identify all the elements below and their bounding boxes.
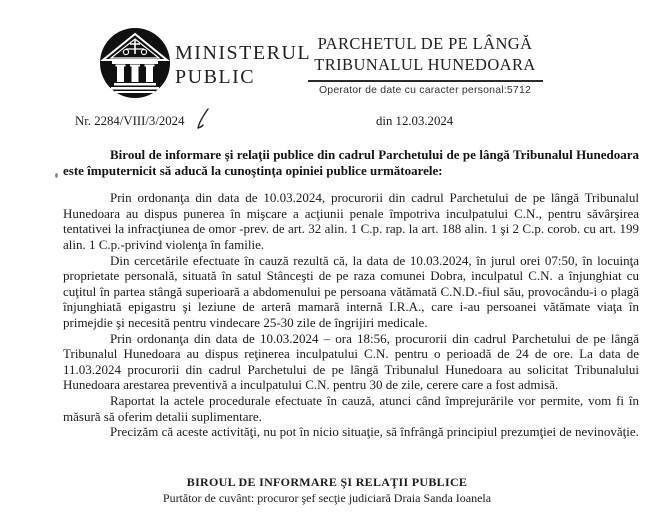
org-name-line1: MINISTERUL bbox=[175, 42, 312, 64]
org-name bbox=[175, 41, 311, 89]
signature-block bbox=[0, 475, 654, 506]
org-name-line2: PUBLIC bbox=[175, 66, 256, 88]
office-title-line1: PARCHETUL DE PE LÂNGĂ bbox=[317, 34, 533, 53]
header-rule bbox=[308, 80, 543, 82]
intro-paragraph: Biroul de informare şi relaţii publice din cadrul Parchetului de pe lângă Tribunalul Hunedoara este împuternicit să aducă la cunoştinţa opiniei publice următoarele: bbox=[63, 147, 639, 178]
paragraph-ordinance: Prin ordonanţa din data de 10.03.2024, procurorii din cadrul Parchetului de pe lângă Tribunalul Hunedoara au dispus punerea în mişcare a acţiunii penale împotriva inculpatului C.N., pentru săvârşirea tentativei la infracţiunea de omor -prev. de art. 32 alin. 1 C.p. rap. la art. 188 alin. 1 şi 2 C.p. corob. cu art. 199 alin. 1 C.p.-privind violenţa în familie. bbox=[63, 190, 639, 252]
office-title-line2: TRIBUNALUL HUNEDOARA bbox=[314, 55, 536, 74]
reference-number: Nr. 2284/VIII/3/2024 bbox=[75, 114, 185, 128]
paragraph-detention: Prin ordonanţa din data de 10.03.2024 – ora 18:56, procurorii din cadrul Parchetului de pe lângă Tribunalul Hunedoara au dispus reţinerea inculpatului C.N. pentru o perioadă de 24 de ore. La data de 11.03.2024 procurorii din cadrul Parchetului de pe lângă Tribunalul Hunedoara au solicitat Tribunalului Hunedoara arestarea preventivă a inculpatului C.N. pentru 30 de zile, cerere care a fost admisă. bbox=[63, 330, 639, 393]
paragraph-further-details: Raportat la actele procedurale efectuate în cauză, atunci când împrejurările vor permite, vom fi în măsură să oferim detalii suplimentare. bbox=[63, 392, 639, 424]
press-release-body bbox=[63, 147, 639, 440]
ministerul-public-emblem-icon bbox=[99, 27, 171, 99]
office-title-block bbox=[305, 33, 545, 96]
footer-spokesperson: Purtător de cuvânt: procuror şef secţie judiciară Draia Sanda Ioanela bbox=[162, 491, 492, 505]
handwritten-stroke bbox=[196, 108, 210, 134]
footer-office-name: BIROUL DE INFORMARE ŞI RELAŢII PUBLICE bbox=[186, 475, 468, 489]
reference-date: din 12.03.2024 bbox=[376, 114, 454, 128]
paragraph-presumption: Precizăm că aceste activităţi, nu pot în nicio situaţie, să înfrângă principiul prezumţiei de nevinovăţie. bbox=[110, 424, 639, 440]
data-operator-note: Operator de date cu caracter personal:5712 bbox=[318, 84, 532, 96]
paragraph-investigation: Din cercetările efectuate în cauză rezultă că, la data de 10.03.2024, în jurul orei 07:50, în locuinţa proprietate personală, situată în satul Stânceşti de pe raza comunei Dobra, inculpatul C.N. a înjunghiat cu cuţitul în partea stângă superioară a abdomenului pe persoana vătămată C.N.D.-fiul său, provocându-i o plagă înjunghiată epigastru şi leziune de arteră mamară internă I.R.A., care i-au persoanei vătămate viaţa în primejdie şi necesită pentru vindecare 25-30 zile de îngrijiri medicale. bbox=[63, 252, 639, 330]
scan-artifact bbox=[55, 173, 58, 178]
